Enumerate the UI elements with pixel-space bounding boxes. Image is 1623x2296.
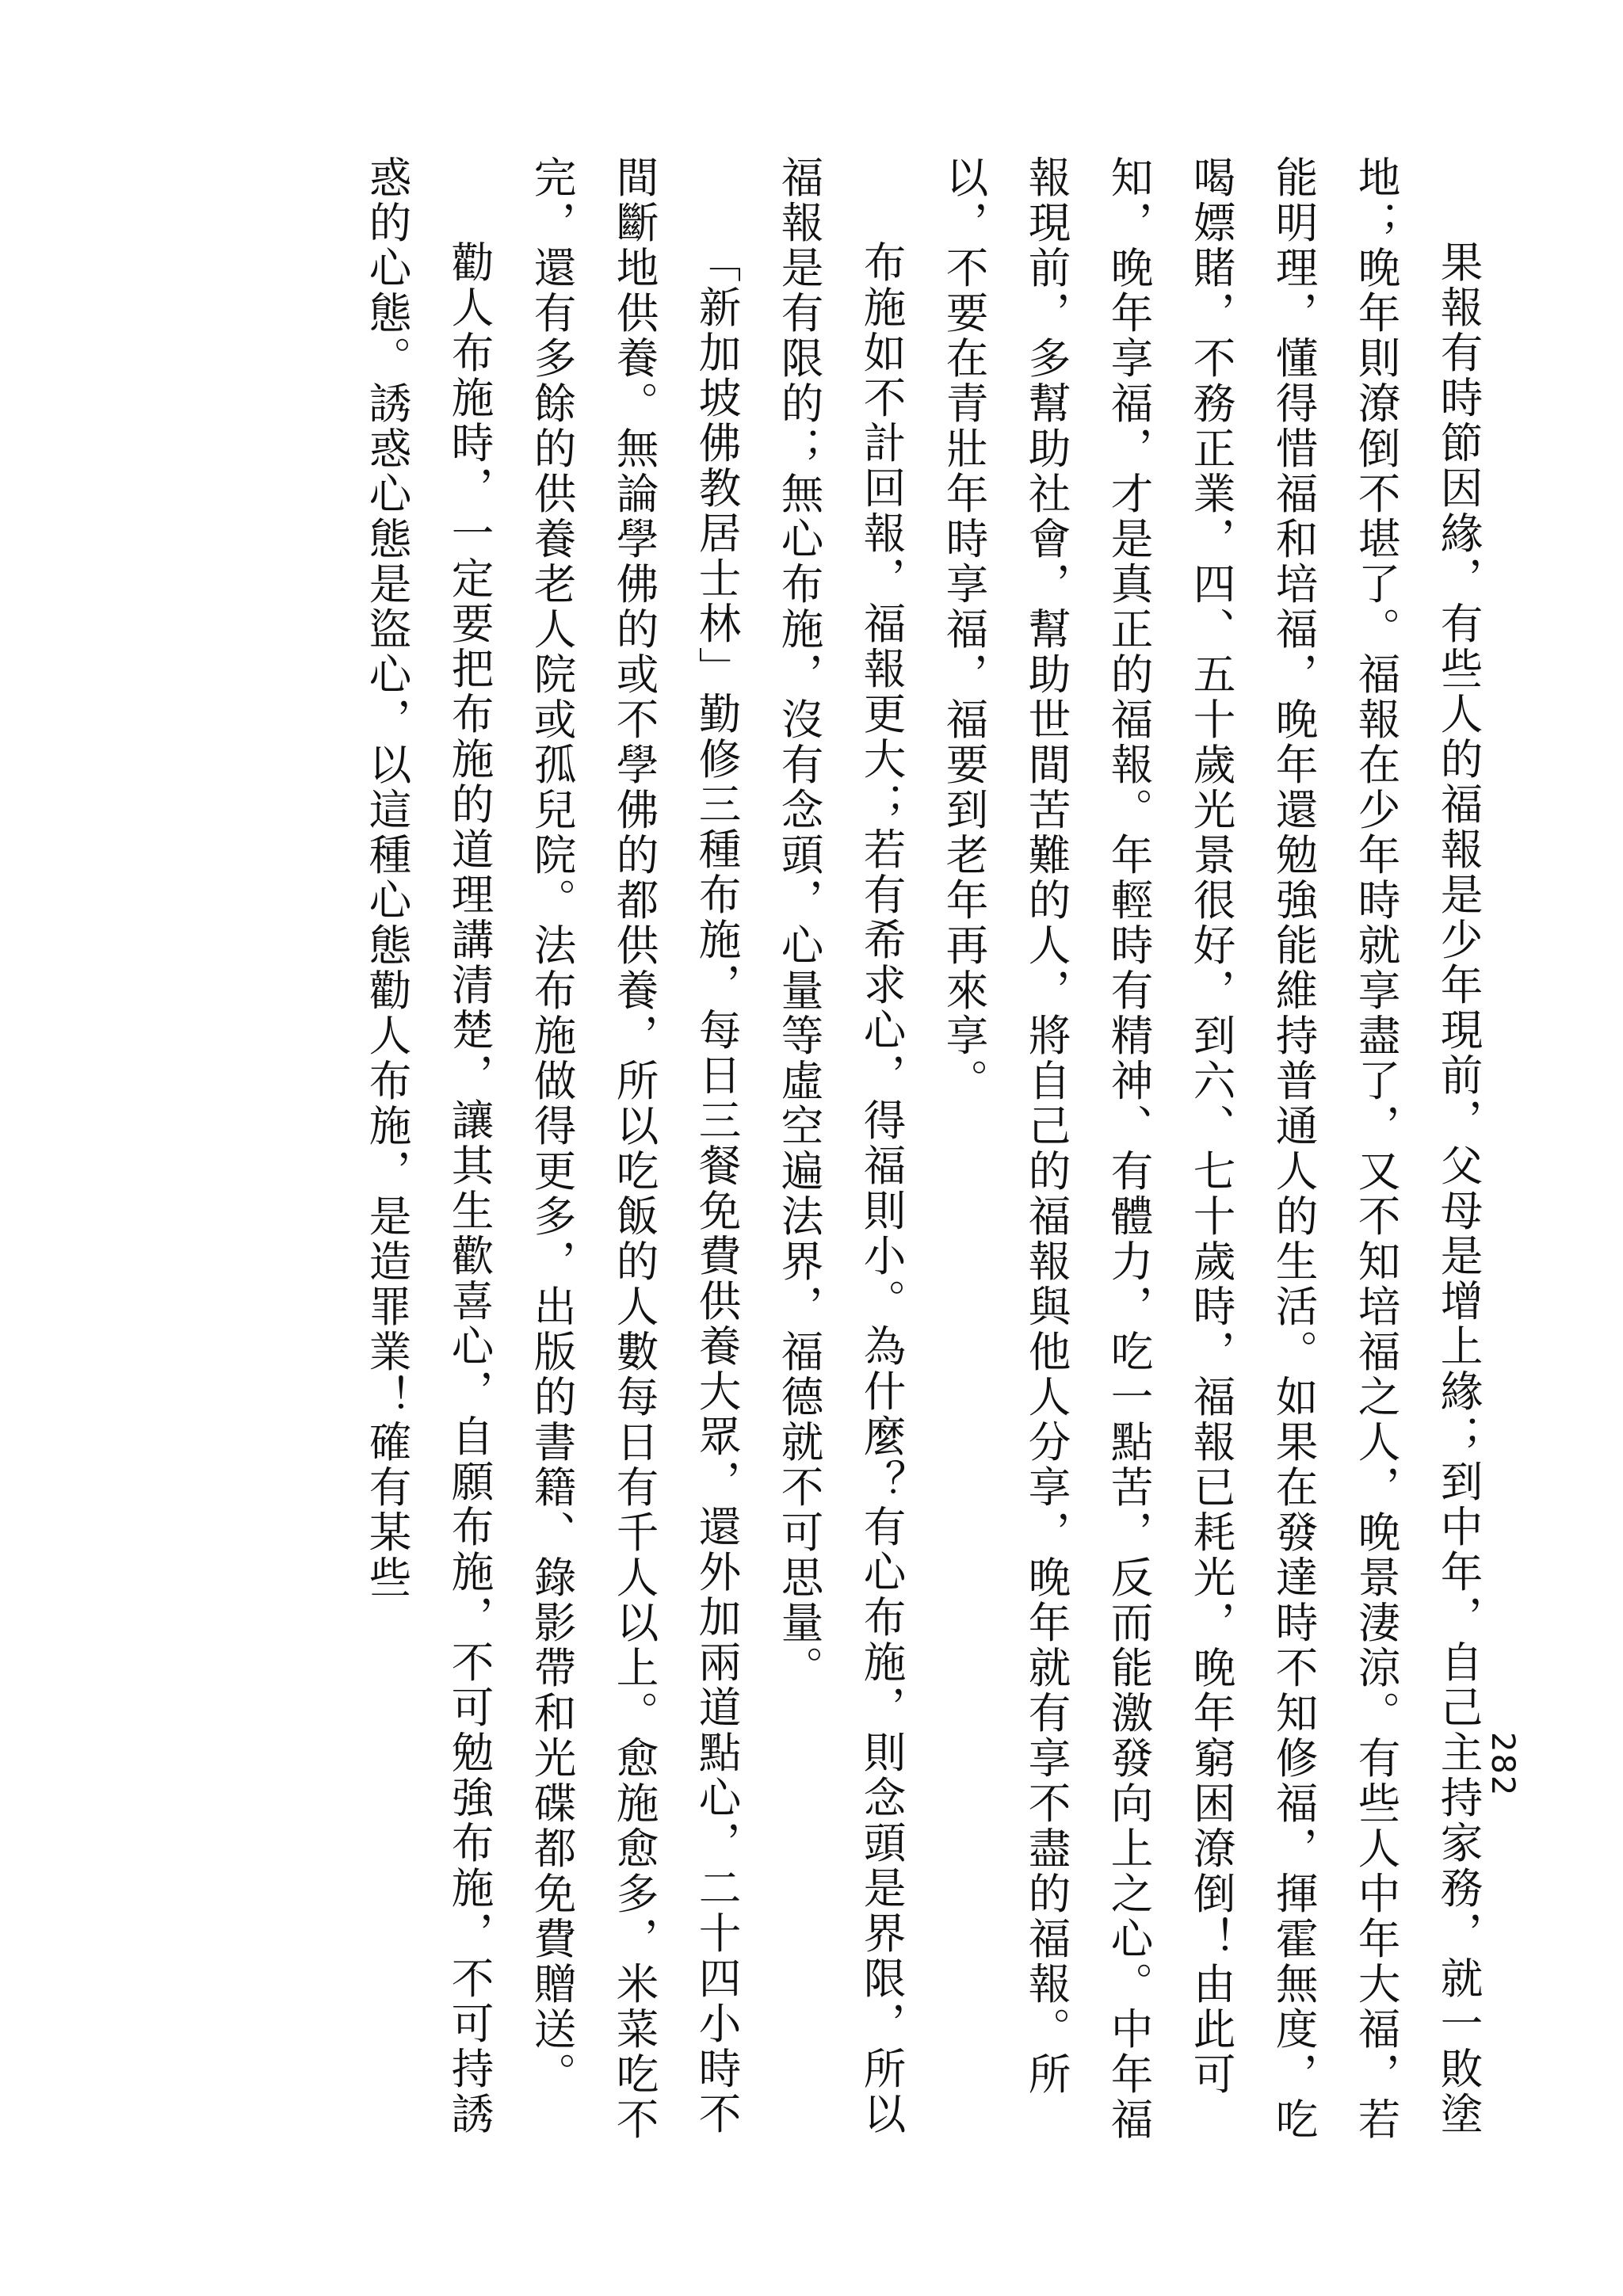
page-number: 282 xyxy=(1484,1732,1521,1798)
paragraph-2: 布施如不計回報，福報更大；若有希求心，得福則小。為什麼？有心布施，則念頭是界限，所以福報是有限的；無心布施，沒有念頭，心量等虛空遍法界，福德就不可思量。 xyxy=(774,155,907,2138)
body-text xyxy=(136,155,1499,2168)
paragraph-3: 「新加坡佛教居士林」勤修三種布施，每日三餐免費供養大眾，還外加兩道點心，二十四小時不間斷地供養。無論學佛的或不學佛的都供養，所以吃飯的人數每日有千人以上。愈施愈多，米菜吃不完，還有多餘的供養老人院或孤兒院。法布施做得更多，出版的書籍、錄影帶和光碟都免費贈送。 xyxy=(527,155,742,2142)
paragraph-4: 勸人布施時，一定要把布施的道理講清楚，讓其生歡喜心，自願布施，不可勉強布施，不可持誘惑的心態。誘惑心態是盜心，以這種心態勸人布施，是造罪業！確有某些 xyxy=(362,155,495,2138)
paragraph-1: 果報有時節因緣，有些人的福報是少年現前，父母是增上緣；到中年，自己主持家務，就一敗塗地；晚年則潦倒不堪了。福報在少年時就享盡了，又不知培福之人，晚景淒涼。有些人中年大福，若能明理，懂得惜福和培福，晚年還勉強能維持普通人的生活。如果在發達時不知修福，揮霍無度，吃喝嫖賭，不務正業，四、五十歲光景很好，到六、七十歲時，福報已耗光，晚年窮困潦倒！由此可知，晚年享福，才是真正的福報。年輕時有精神、有體力，吃一點苦，反而能激發向上之心。中年福報現前，多幫助社會，幫助世間苦難的人，將自己的福報與他人分享，晚年就有享不盡的福報。所以，不要在青壯年時享福，福要到老年再來享。 xyxy=(939,155,1484,2142)
